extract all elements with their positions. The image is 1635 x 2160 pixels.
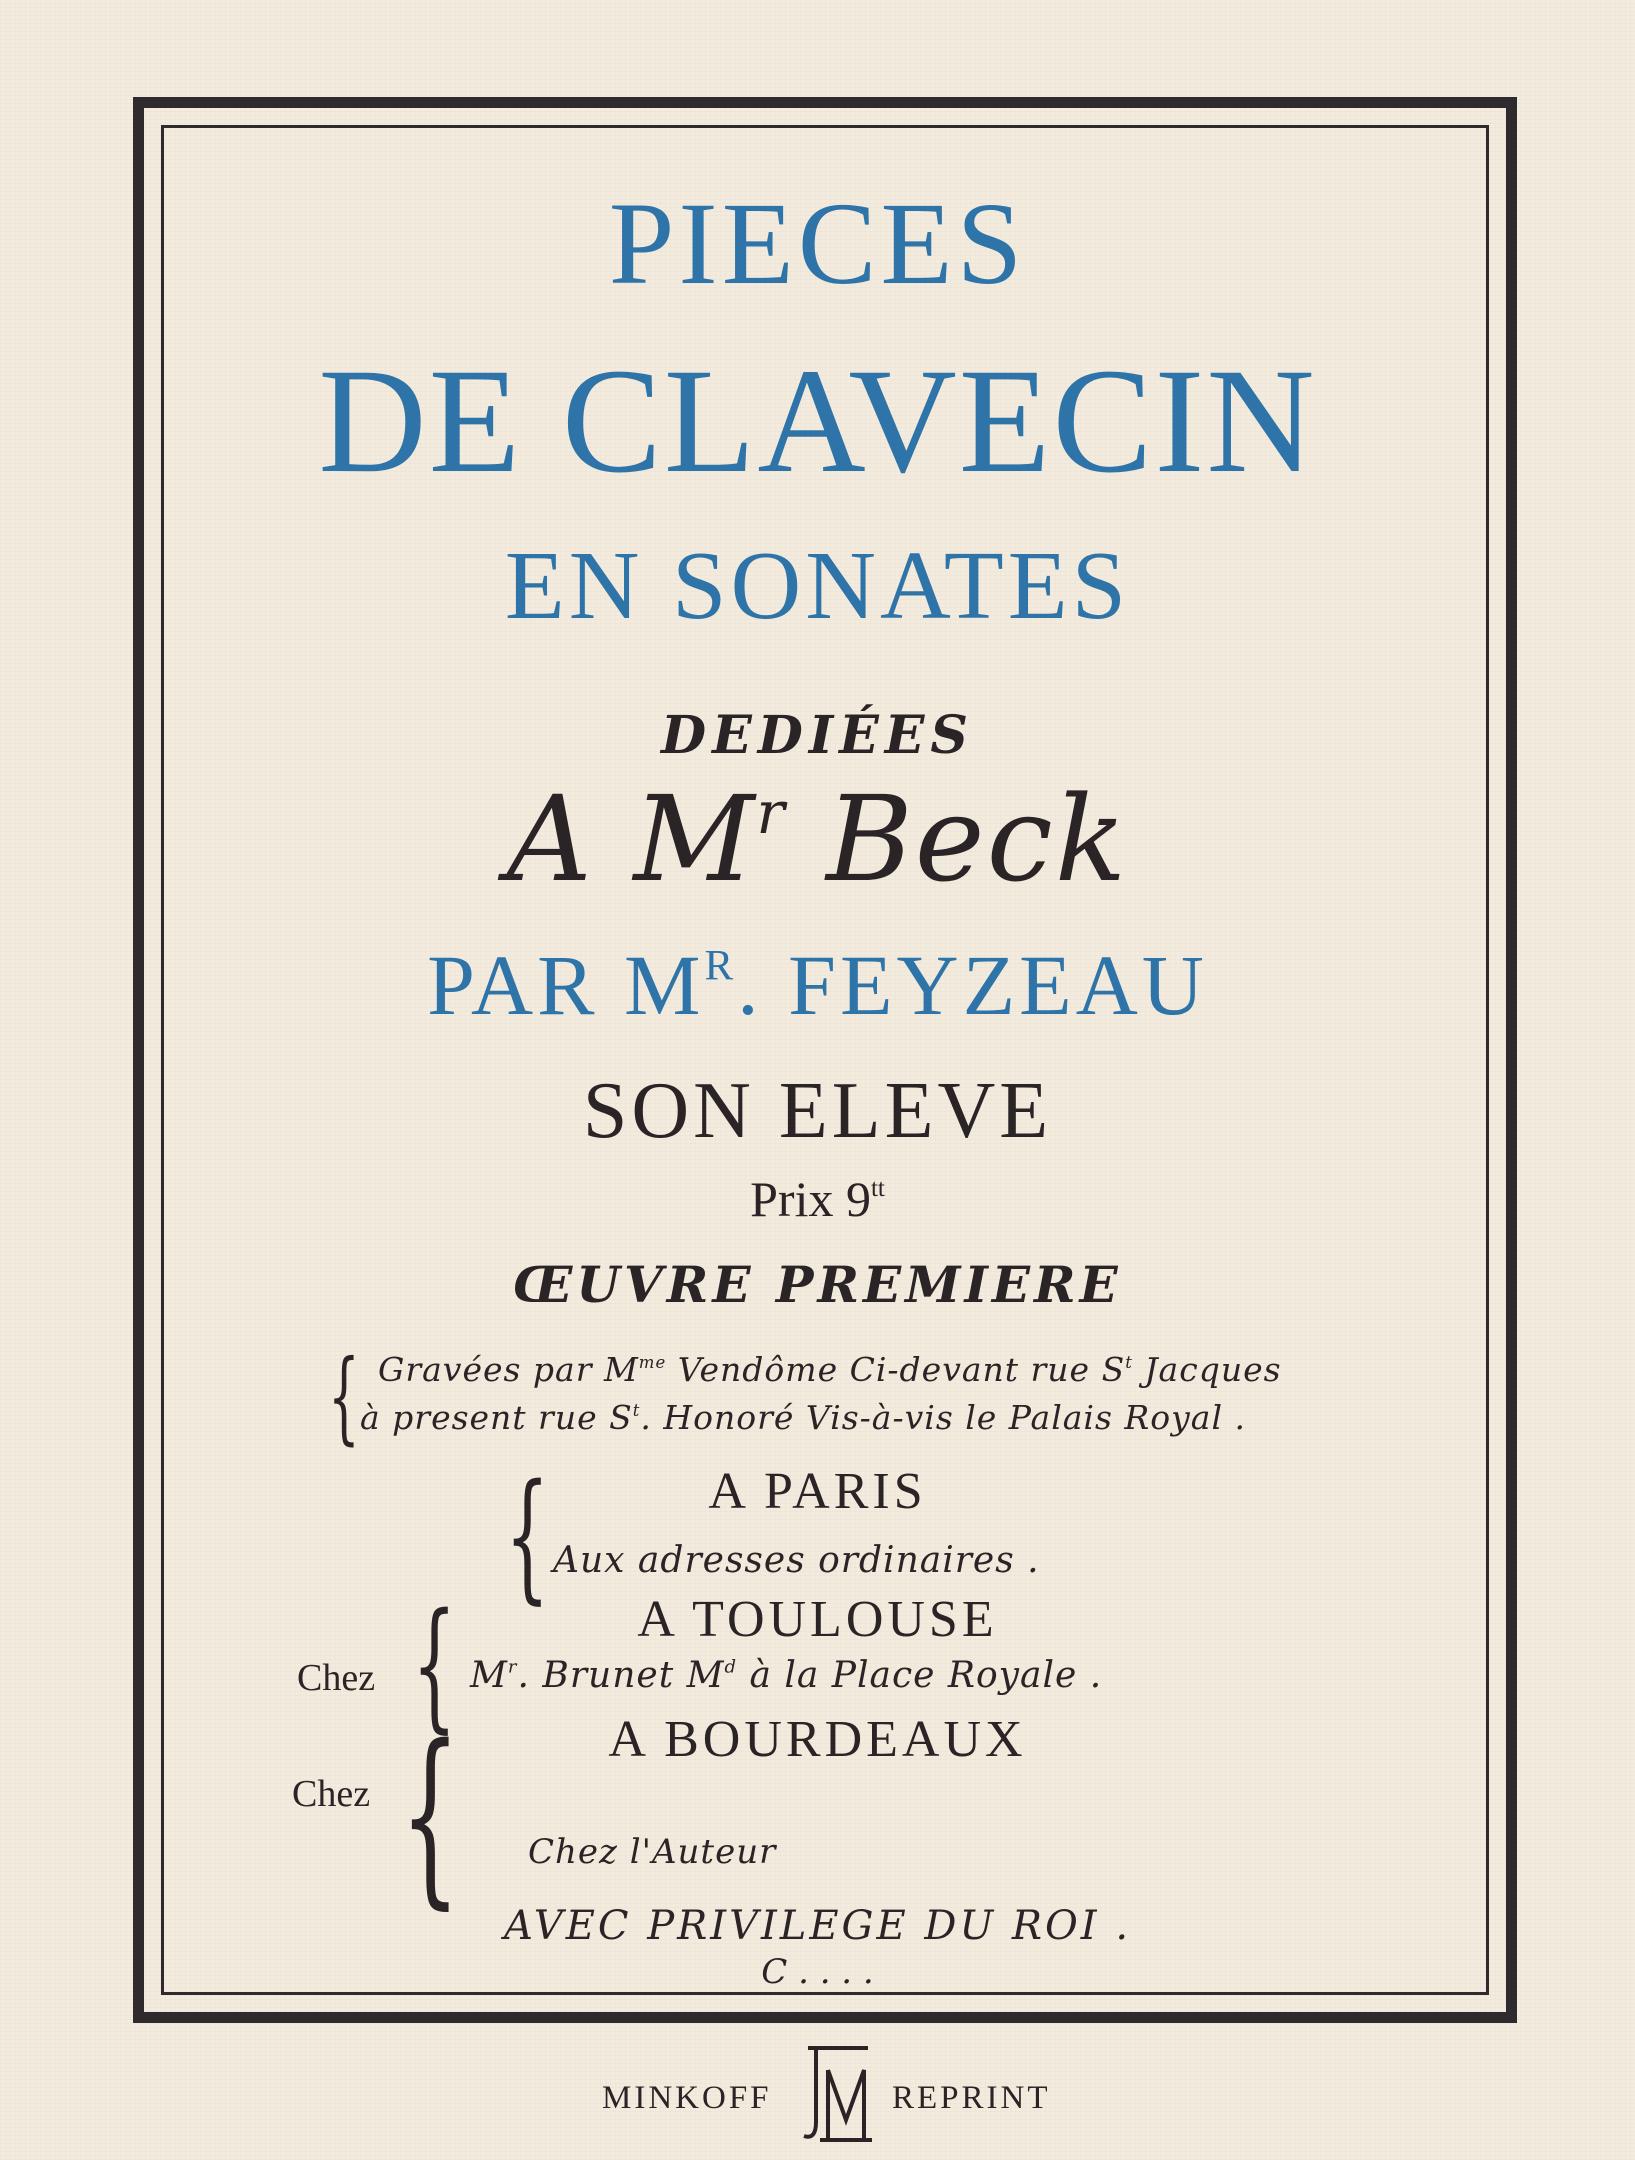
engraving-l1-sup2: t <box>1125 1352 1133 1372</box>
work-line: ŒUVRE PREMIERE <box>513 1255 1122 1314</box>
dedication-label: DEDIÉES <box>661 705 974 766</box>
bordeaux-brace-icon: { <box>400 1705 461 1926</box>
engraving-l1b: Vendôme Ci-devant rue S <box>666 1350 1126 1389</box>
bordeaux-chez: Chez <box>292 1773 371 1815</box>
engraving-l1a: Gravées par M <box>378 1350 639 1389</box>
price-line <box>0 1170 1635 1228</box>
engraving-line-1 <box>378 1350 1282 1389</box>
paris-city: A PARIS <box>708 1463 927 1520</box>
author-name: . FEYZEAU <box>737 937 1208 1033</box>
bordeaux-city: A BOURDEAUX <box>608 1711 1027 1768</box>
toulouse-sub <box>470 1655 1102 1696</box>
dedicatee-name: Beck <box>826 770 1129 908</box>
engraving-line-2 <box>360 1398 1246 1437</box>
dedicatee-prefix: A M <box>506 770 757 908</box>
toulouse-sub-sup2: d <box>724 1656 738 1678</box>
toulouse-chez: Chez <box>297 1657 376 1699</box>
title-line-2: DE CLAVECIN <box>318 338 1317 504</box>
publisher-right: REPRINT <box>892 2080 1051 2116</box>
toulouse-brace-icon: { <box>412 1584 457 1747</box>
engraving-l1-sup: me <box>638 1352 667 1372</box>
author-sup: R <box>704 942 738 990</box>
privilege-mark: C . . . . <box>761 1952 874 1992</box>
publisher-left: MINKOFF <box>602 2080 772 2116</box>
privilege-line: AVEC PRIVILEGE DU ROI . <box>503 1903 1132 1949</box>
engraving-l2a: à present rue S <box>360 1398 633 1437</box>
engraving-l2-sup: t <box>632 1400 641 1420</box>
toulouse-sub-sup: r <box>507 1656 518 1678</box>
engraving-brace-icon: { <box>328 1338 360 1455</box>
toulouse-sub-c: à la Place Royale . <box>737 1655 1103 1696</box>
price-sup: tt <box>870 1175 885 1202</box>
dedicatee <box>0 770 1635 908</box>
toulouse-sub-a: M <box>470 1655 508 1696</box>
title-line-1: PIECES <box>608 178 1027 309</box>
paris-brace-icon: { <box>505 1455 550 1618</box>
engraving-l1c: Jacques <box>1132 1350 1282 1389</box>
author-line <box>0 935 1635 1035</box>
jm-monogram-icon <box>798 2040 876 2150</box>
toulouse-city: A TOULOUSE <box>637 1591 998 1648</box>
dedicatee-sup: r <box>756 777 787 847</box>
paris-sub: Aux adresses ordinaires . <box>553 1540 1040 1581</box>
pupil-line: SON ELEVE <box>582 1067 1053 1155</box>
price-text: Prix 9 <box>750 1171 871 1227</box>
engraving-l2b: . Honoré Vis-à-vis le Palais Royal . <box>640 1398 1246 1437</box>
bordeaux-sub: Chez l'Auteur <box>528 1832 777 1872</box>
toulouse-sub-b: . Brunet M <box>517 1655 725 1696</box>
title-line-3: EN SONATES <box>504 532 1131 640</box>
author-prefix: PAR M <box>427 937 705 1033</box>
